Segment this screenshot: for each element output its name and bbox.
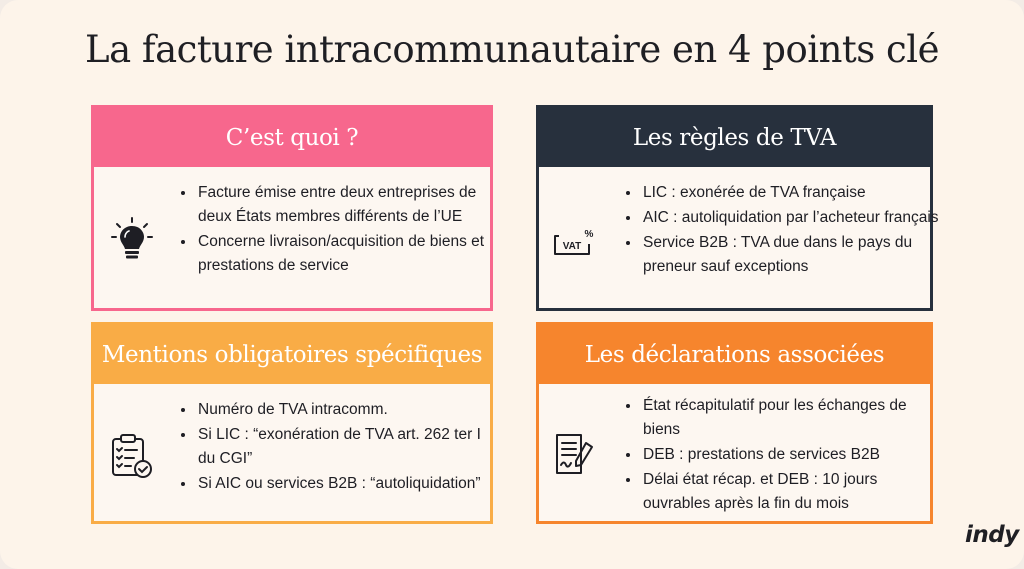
list-item: • Si LIC : “exonération de TVA art. 262 ter I du CGI” (196, 422, 496, 471)
svg-text:%: % (584, 229, 594, 240)
list-item: • AIC : autoliquidation par l’acheteur français (641, 205, 941, 230)
card-heading: Les règles de TVA (539, 108, 930, 167)
list-item: • Facture émise entre deux entreprises de deux États membres différents de l’UE (196, 180, 496, 229)
list-item: • DEB : prestations de services B2B (641, 442, 941, 467)
bullet-list (176, 397, 496, 496)
list-item: • LIC : exonérée de TVA française (641, 180, 941, 205)
list-item: • Si AIC ou services B2B : “autoliquidation” (196, 471, 496, 496)
bullet-list (621, 180, 941, 279)
clipboard-checklist-icon (108, 433, 154, 479)
card-heading: C’est quoi ? (94, 108, 490, 167)
vat-icon (551, 224, 597, 270)
bullet-list (176, 180, 496, 278)
lightbulb-icon (109, 216, 155, 262)
card-vat-rules (536, 105, 939, 311)
page-title: La facture intracommunautaire en 4 points clé (85, 28, 939, 71)
list-item: • État récapitulatif pour les échanges de biens (641, 393, 941, 442)
list-item: • Service B2B : TVA due dans le pays du preneur sauf exceptions (641, 230, 941, 279)
svg-text:VAT: VAT (562, 241, 582, 252)
card-mandatory-mentions (91, 322, 493, 524)
list-item: • Numéro de TVA intracomm. (196, 397, 496, 422)
list-item: • Délai état récap. et DEB : 10 jours ouvrables après la fin du mois (641, 467, 941, 516)
bullet-list (621, 393, 941, 516)
card-heading: Mentions obligatoires spécifiques (94, 325, 490, 384)
card-what-is-it (91, 105, 493, 311)
card-heading: Les déclarations associées (539, 325, 930, 384)
card-declarations (536, 322, 933, 524)
document-sign-icon (551, 431, 597, 477)
brand-logo: indy (965, 522, 1019, 548)
list-item: • Concerne livraison/acquisition de biens et prestations de service (196, 229, 496, 278)
